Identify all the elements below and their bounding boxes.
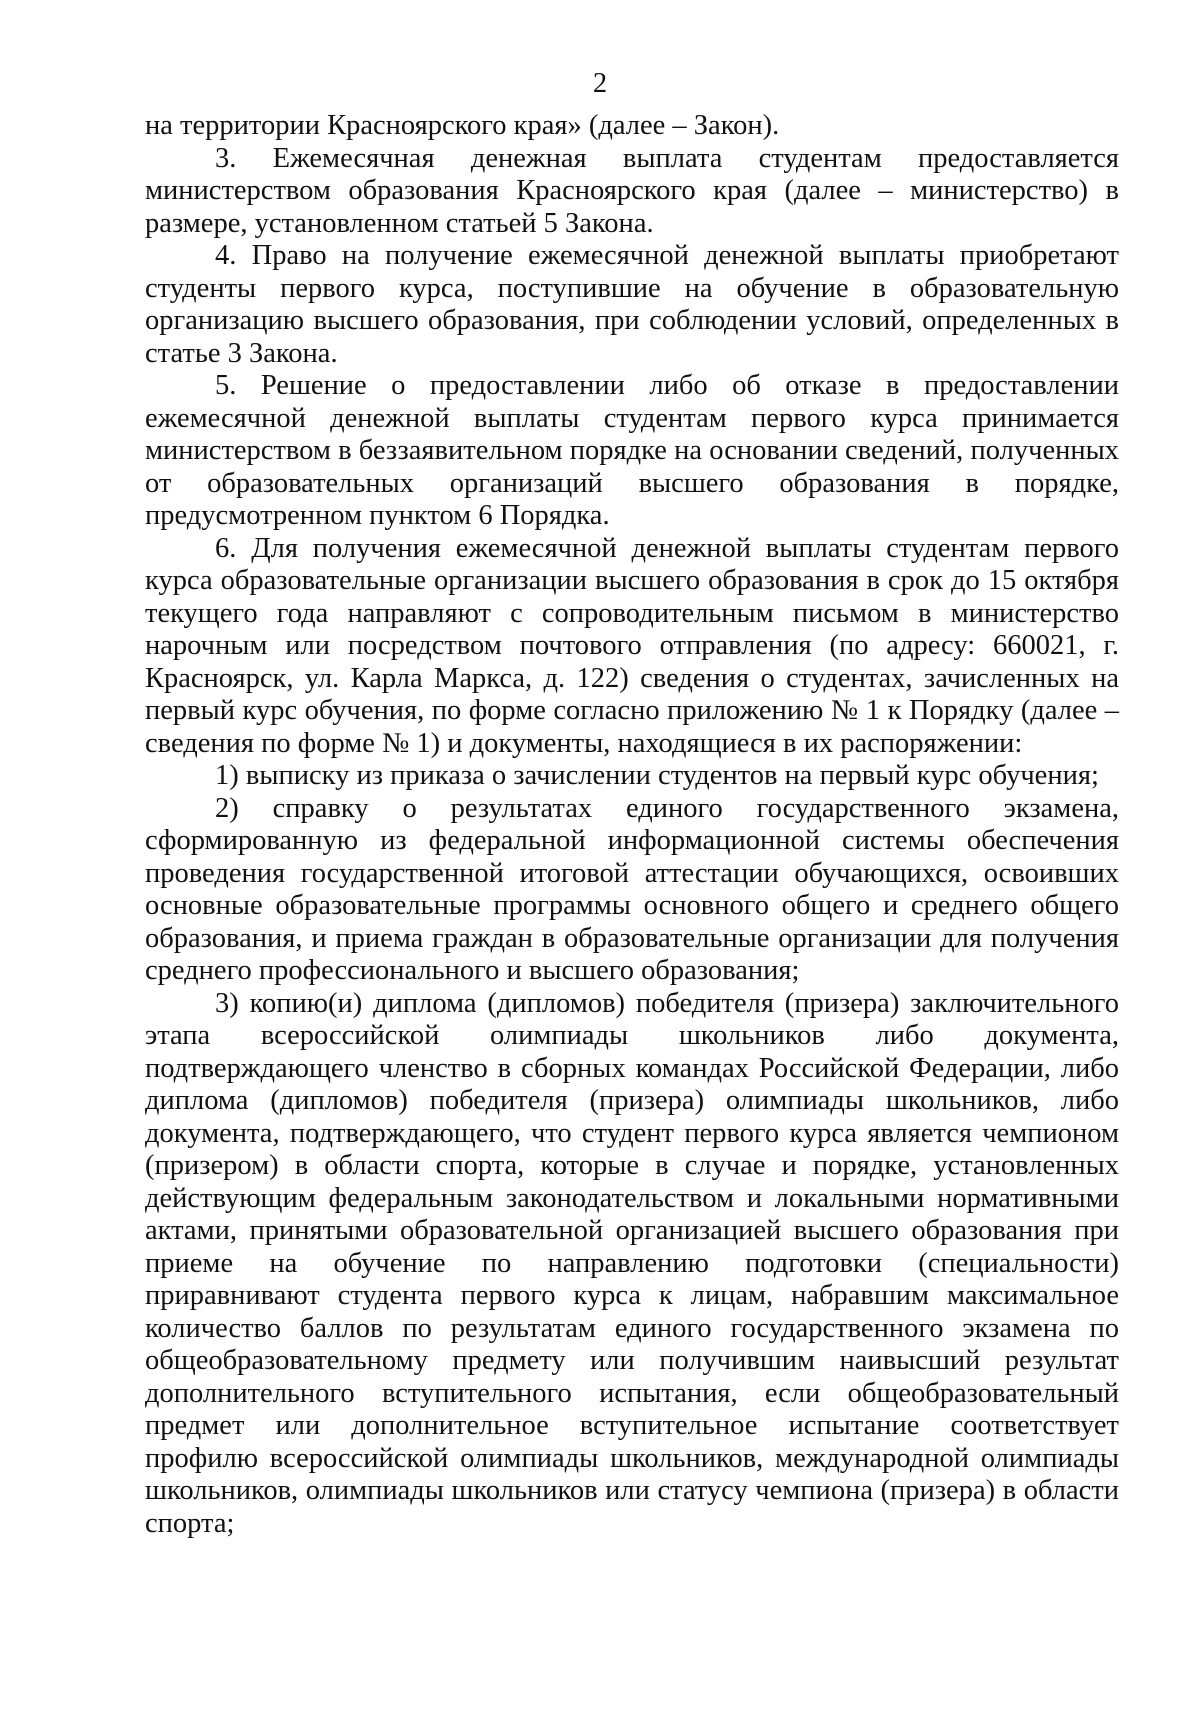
page-number: 2	[592, 68, 608, 99]
paragraph-item-3: 3. Ежемесячная денежная выплата студентам предоставляется министерством образования Красноярского края (далее – министерство) в размере, установленном статьей 5 Закона.	[145, 142, 1119, 239]
paragraph-item-5: 5. Решение о предоставлении либо об отказе в предоставлении ежемесячной денежной выплаты студентам первого курса принимается министерством в беззаявительном порядке на основании сведений, полученных от образовательных организаций высшего образования в порядке, предусмотренном пунктом 6 Порядка.	[145, 370, 1119, 531]
subitem-2: 2) справку о результатах единого государственного экзамена, сформированную из федеральной информационной системы обеспечения проведения государственной итоговой аттестации обучающихся, освоивших основные образовательные программы основного общего и среднего общего образования, и приема граждан в образовательные организации для получения среднего профессионального и высшего образования;	[145, 792, 1119, 986]
paragraph-item-6: 6. Для получения ежемесячной денежной выплаты студентам первого курса образовательные организации высшего образования в срок до 15 октября текущего года направляют с сопроводительным письмом в министерство нарочным или посредством почтового отправления (по адресу: 660021, г. Красноярск, ул. Карла Маркса, д. 122) сведения о студентах, зачисленных на первый курс обучения, по форме согласно приложению № 1 к Порядку (далее – сведения по форме № 1) и документы, находящиеся в их распоряжении:	[145, 532, 1119, 759]
subitem-1: 1) выписку из приказа о зачислении студентов на первый курс обучения;	[215, 760, 1099, 791]
paragraph-continuation: на территории Красноярского края» (далее – Закон).	[145, 110, 780, 141]
subitem-3: 3) копию(и) диплома (дипломов) победителя (призера) заключительного этапа всероссийской олимпиады школьников либо документа, подтверждающего членство в сборных командах Российской Федерации, либо диплома (дипломов) победителя (призера) олимпиады школьников, либо документа, подтверждающего, что студент первого курса является чемпионом (призером) в области спорта, которые в случае и порядке, установленных действующим федеральным законодательством и локальными нормативными актами, принятыми образовательной организацией высшего образования при приеме на обучение по направлению подготовки (специальности) приравнивают студента первого курса к лицам, набравшим максимальное количество баллов по результатам единого государственного экзамена по общеобразовательному предмету или получившим наивысший результат дополнительного вступительного испытания, если общеобразовательный предмет или дополнительное вступительное испытание соответствует профилю всероссийской олимпиады школьников, международной олимпиады школьников, олимпиады школьников или статусу чемпиона (призера) в области спорта;	[145, 987, 1119, 1539]
paragraph-item-4: 4. Право на получение ежемесячной денежной выплаты приобретают студенты первого курса, поступившие на обучение в образовательную организацию высшего образования, при соблюдении условий, определенных в статье 3 Закона.	[145, 240, 1119, 369]
document-body	[145, 110, 1119, 1540]
